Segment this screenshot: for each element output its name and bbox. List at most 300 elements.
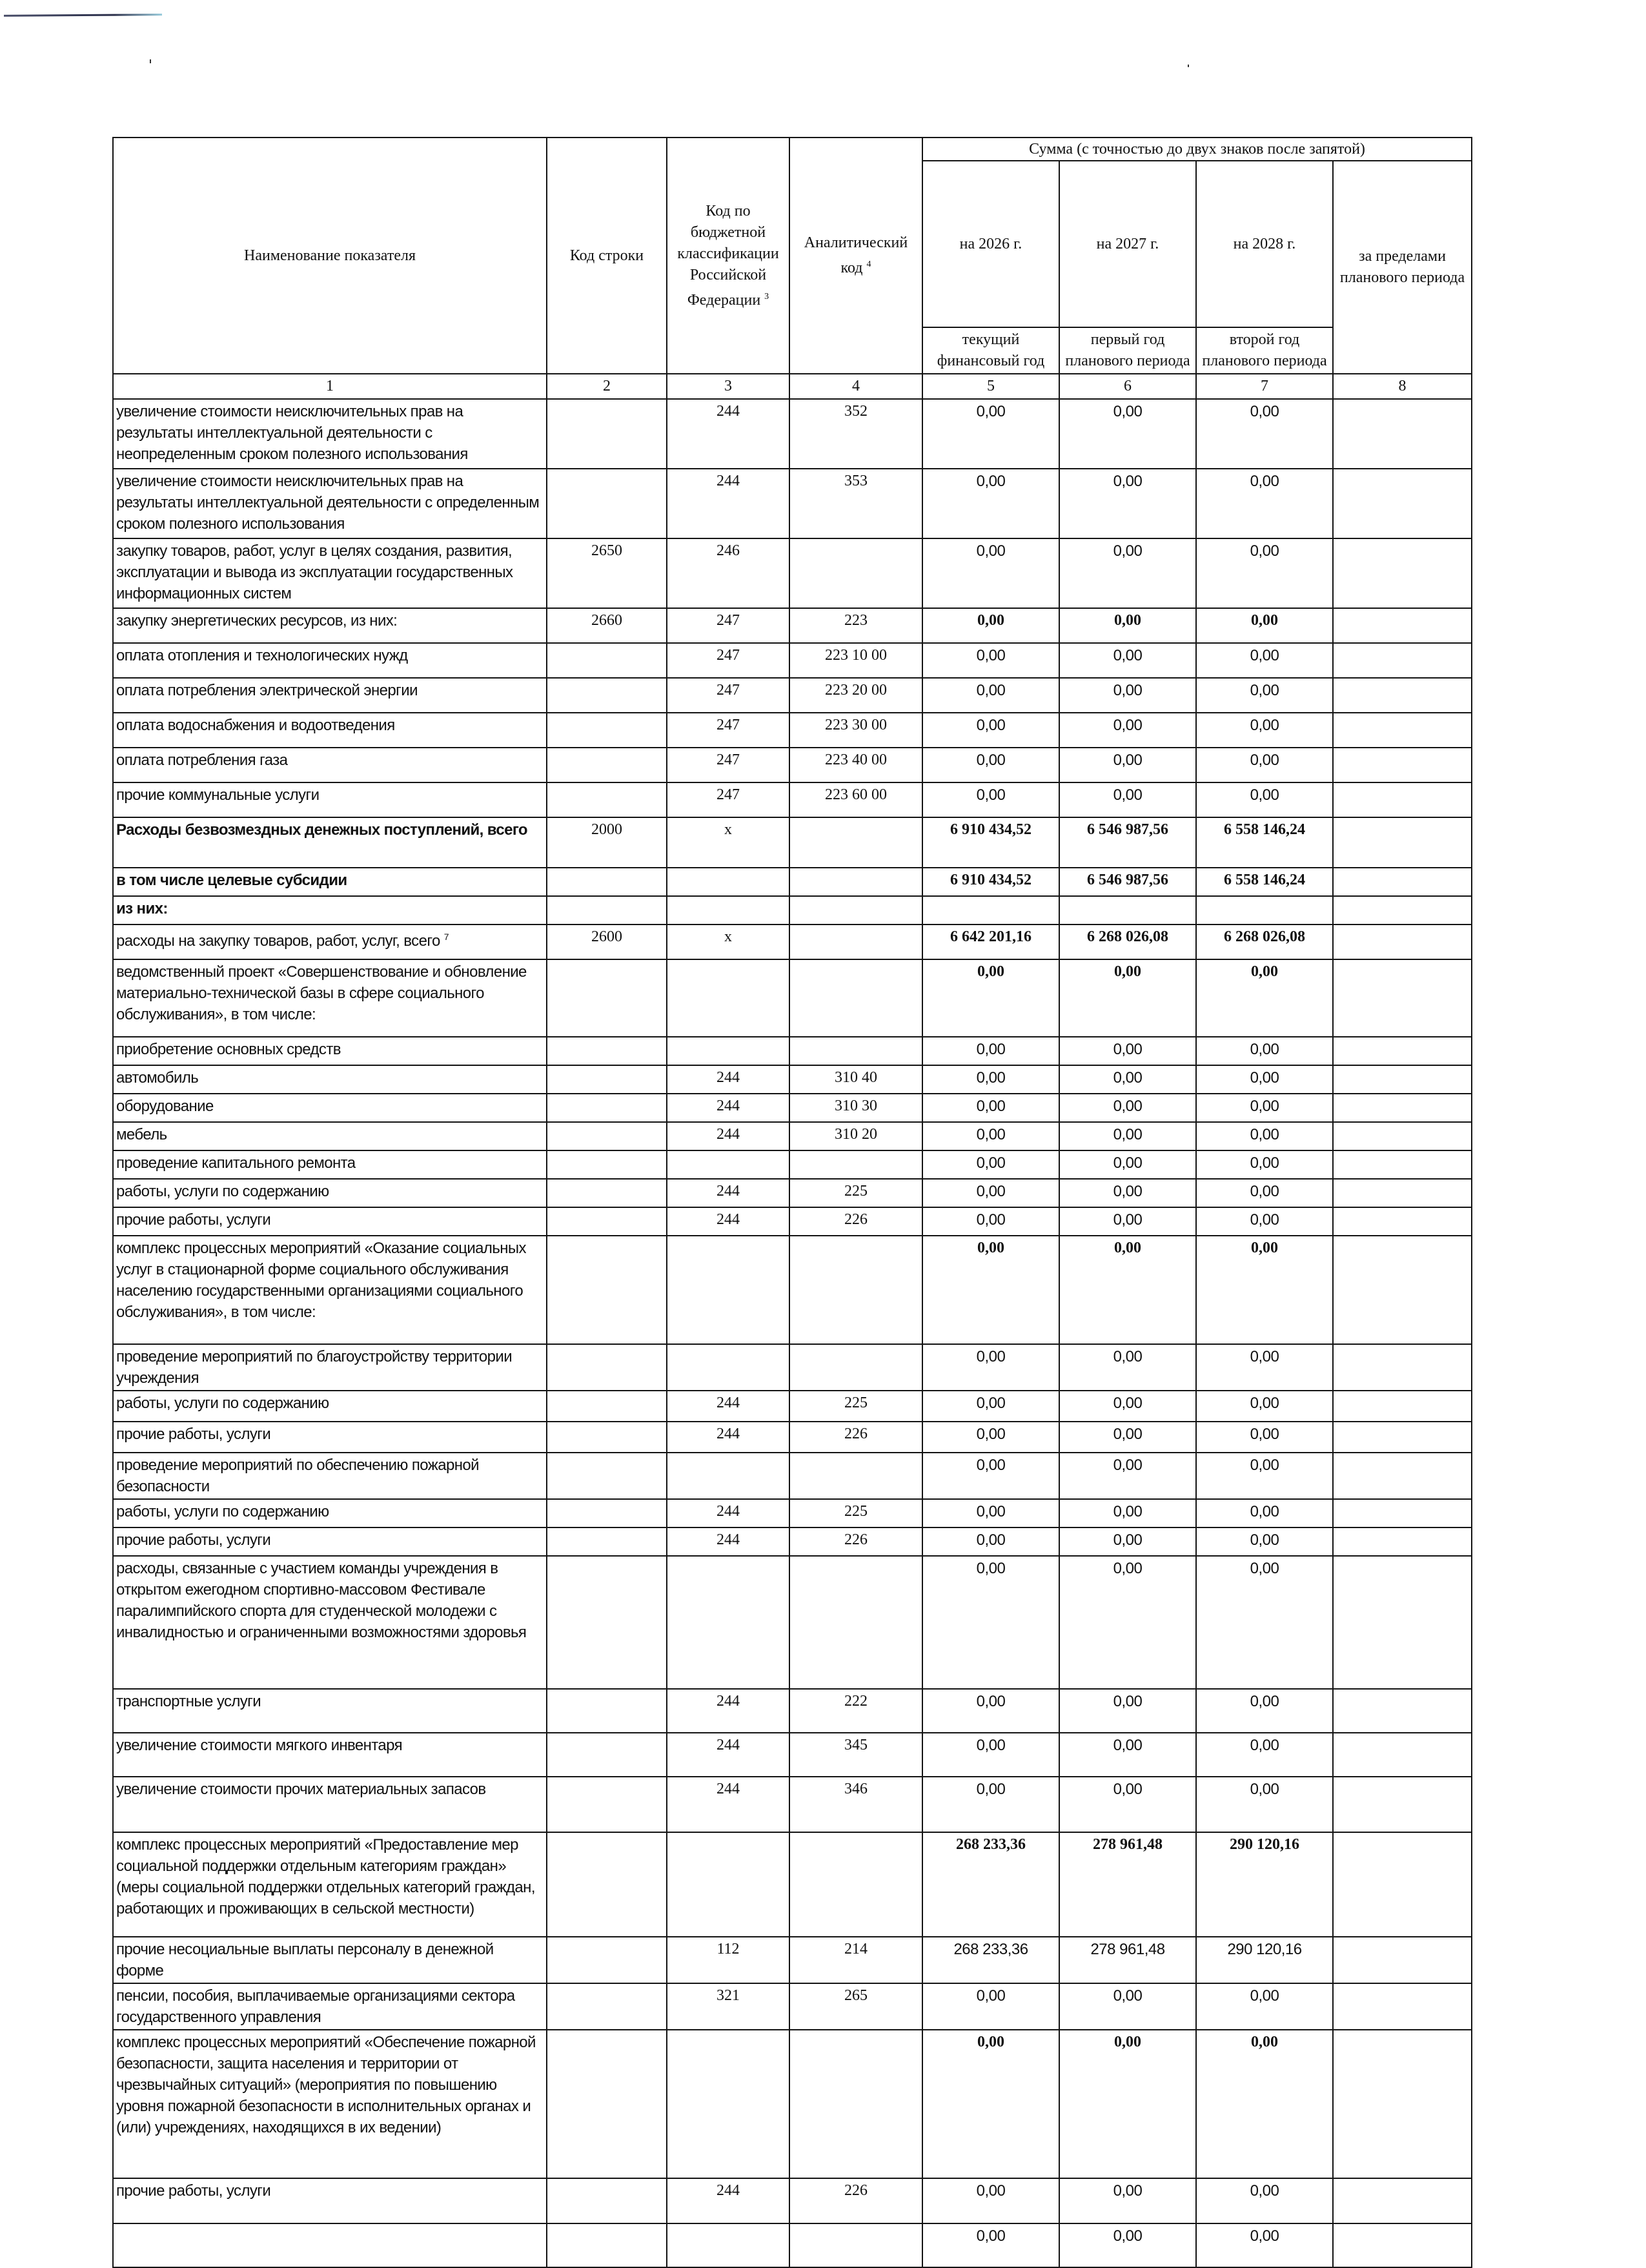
header-period-beyond: за пределами планового периода — [1333, 161, 1472, 374]
analytic-code — [789, 1556, 922, 1689]
analytic-code — [789, 1344, 922, 1391]
table-row — [113, 1937, 1472, 1983]
value-beyond — [1333, 868, 1472, 896]
indicator-name: работы, услуги по содержанию — [113, 1179, 547, 1207]
table-row — [113, 538, 1472, 608]
value-beyond — [1333, 1065, 1472, 1094]
indicator-name: в том числе целевые субсидии — [113, 868, 547, 896]
indicator-name: оплата потребления газа — [113, 748, 547, 782]
header-period-current: текущий финансовый год — [922, 327, 1059, 374]
row-code — [547, 678, 667, 713]
row-code: 2650 — [547, 538, 667, 608]
value-2027: 0,00 — [1059, 399, 1196, 469]
value-beyond — [1333, 1556, 1472, 1689]
indicator-name: прочие работы, услуги — [113, 1422, 547, 1453]
row-code — [547, 399, 667, 469]
value-2028: 0,00 — [1196, 1065, 1333, 1094]
indicator-name: мебель — [113, 1122, 547, 1150]
value-2026: 0,00 — [922, 1094, 1059, 1122]
value-2027: 0,00 — [1059, 1065, 1196, 1094]
value-2028: 0,00 — [1196, 2030, 1333, 2178]
value-2028: 6 558 146,24 — [1196, 817, 1333, 868]
table-row — [113, 2178, 1472, 2223]
analytic-code: 310 20 — [789, 1122, 922, 1150]
value-2028: 0,00 — [1196, 1556, 1333, 1689]
analytic-code: 353 — [789, 469, 922, 538]
value-2026: 0,00 — [922, 1733, 1059, 1777]
value-2028: 0,00 — [1196, 399, 1333, 469]
table-row — [113, 1689, 1472, 1733]
value-2027: 0,00 — [1059, 1179, 1196, 1207]
budget-code: 247 — [667, 643, 789, 678]
analytic-code: 225 — [789, 1499, 922, 1527]
analytic-code — [789, 896, 922, 925]
analytic-code — [789, 1236, 922, 1344]
header-year-2028: на 2028 г. — [1196, 161, 1333, 327]
value-2028: 0,00 — [1196, 1777, 1333, 1832]
budget-code: 321 — [667, 1983, 789, 2030]
value-beyond — [1333, 1150, 1472, 1179]
row-code — [547, 2030, 667, 2178]
budget-code: х — [667, 817, 789, 868]
table-row — [113, 782, 1472, 817]
row-code — [547, 1094, 667, 1122]
table-row — [113, 469, 1472, 538]
row-code — [547, 1556, 667, 1689]
column-number: 5 — [922, 374, 1059, 399]
value-2028: 0,00 — [1196, 608, 1333, 643]
value-2028 — [1196, 896, 1333, 925]
table-row — [113, 1391, 1472, 1422]
value-2027: 0,00 — [1059, 1527, 1196, 1556]
table-row — [113, 896, 1472, 925]
value-2027: 0,00 — [1059, 1391, 1196, 1422]
table-row — [113, 1179, 1472, 1207]
value-2028: 0,00 — [1196, 1236, 1333, 1344]
value-2026: 0,00 — [922, 469, 1059, 538]
value-2028: 0,00 — [1196, 1733, 1333, 1777]
indicator-name: прочие работы, услуги — [113, 1527, 547, 1556]
budget-code: 247 — [667, 748, 789, 782]
value-2026: 0,00 — [922, 748, 1059, 782]
table-row — [113, 713, 1472, 748]
row-code: 2660 — [547, 608, 667, 643]
analytic-code: 223 30 00 — [789, 713, 922, 748]
budget-code — [667, 1556, 789, 1689]
indicator-name: прочие работы, услуги — [113, 2178, 547, 2223]
value-beyond — [1333, 2178, 1472, 2223]
value-2028: 0,00 — [1196, 1527, 1333, 1556]
budget-code — [667, 868, 789, 896]
row-code — [547, 748, 667, 782]
value-2026: 0,00 — [922, 1556, 1059, 1689]
row-code: 2000 — [547, 817, 667, 868]
value-2028: 0,00 — [1196, 1122, 1333, 1150]
row-code — [547, 1453, 667, 1499]
table-row — [113, 399, 1472, 469]
value-beyond — [1333, 959, 1472, 1037]
analytic-code — [789, 2223, 922, 2267]
header-row-code: Код строки — [547, 138, 667, 374]
indicator-name: из них: — [113, 896, 547, 925]
value-2027: 0,00 — [1059, 608, 1196, 643]
value-2026: 0,00 — [922, 1207, 1059, 1236]
value-beyond — [1333, 925, 1472, 959]
value-2028: 0,00 — [1196, 713, 1333, 748]
budget-code: 244 — [667, 1689, 789, 1733]
table-row — [113, 1527, 1472, 1556]
table-row — [113, 643, 1472, 678]
indicator-name: работы, услуги по содержанию — [113, 1391, 547, 1422]
value-2028: 0,00 — [1196, 2223, 1333, 2267]
value-2027: 0,00 — [1059, 1777, 1196, 1832]
column-number-row — [113, 374, 1472, 399]
table-row — [113, 817, 1472, 868]
value-2027: 0,00 — [1059, 959, 1196, 1037]
budget-code: 112 — [667, 1937, 789, 1983]
value-2028: 0,00 — [1196, 538, 1333, 608]
indicator-name: прочие коммунальные услуги — [113, 782, 547, 817]
value-2028: 0,00 — [1196, 1179, 1333, 1207]
value-2027: 0,00 — [1059, 469, 1196, 538]
value-beyond — [1333, 1453, 1472, 1499]
value-2026: 0,00 — [922, 1236, 1059, 1344]
analytic-code: 222 — [789, 1689, 922, 1733]
budget-code: 246 — [667, 538, 789, 608]
value-2026: 0,00 — [922, 1527, 1059, 1556]
indicator-name: увеличение стоимости мягкого инвентаря — [113, 1733, 547, 1777]
budget-code — [667, 1037, 789, 1065]
budget-code: 247 — [667, 782, 789, 817]
column-number: 4 — [789, 374, 922, 399]
value-2027: 6 546 987,56 — [1059, 817, 1196, 868]
budget-code: х — [667, 925, 789, 959]
budget-code: 244 — [667, 1207, 789, 1236]
indicator-name: транспортные услуги — [113, 1689, 547, 1733]
analytic-code: 223 10 00 — [789, 643, 922, 678]
value-2028: 290 120,16 — [1196, 1832, 1333, 1937]
value-2026: 0,00 — [922, 1422, 1059, 1453]
value-2027: 0,00 — [1059, 538, 1196, 608]
analytic-code — [789, 817, 922, 868]
indicator-name: увеличение стоимости неисключительных прав на результаты интеллектуальной деятельности с неопределенным сроком полезного использования — [113, 399, 547, 469]
value-2026: 0,00 — [922, 1983, 1059, 2030]
table-row — [113, 1556, 1472, 1689]
table-row — [113, 1037, 1472, 1065]
header-year-2027: на 2027 г. — [1059, 161, 1196, 327]
analytic-code: 223 — [789, 608, 922, 643]
indicator-name: Расходы безвозмездных денежных поступлений, всего — [113, 817, 547, 868]
budget-code: 244 — [667, 1422, 789, 1453]
analytic-code — [789, 2030, 922, 2178]
table-row — [113, 608, 1472, 643]
value-2028: 0,00 — [1196, 643, 1333, 678]
header-budget-code: Код по бюджетной классификации Российской Федерации $^3$ — [667, 138, 789, 374]
value-2027: 0,00 — [1059, 2030, 1196, 2178]
table-row — [113, 1733, 1472, 1777]
value-2026: 0,00 — [922, 2030, 1059, 2178]
value-beyond — [1333, 782, 1472, 817]
indicator-name: увеличение стоимости прочих материальных запасов — [113, 1777, 547, 1832]
indicator-name: проведение мероприятий по обеспечению пожарной безопасности — [113, 1453, 547, 1499]
value-2027: 0,00 — [1059, 1983, 1196, 2030]
value-2027: 0,00 — [1059, 1499, 1196, 1527]
value-2027: 0,00 — [1059, 1556, 1196, 1689]
value-2026: 0,00 — [922, 1391, 1059, 1422]
value-2026: 0,00 — [922, 1037, 1059, 1065]
value-2028: 0,00 — [1196, 1499, 1333, 1527]
indicator-name: расходы, связанные с участием команды учреждения в открытом ежегодном спортивно-массовом Фестивале паралимпийского спорта для студенческой молодежи с инвалидностью и ограниченными возможностями здоровья — [113, 1556, 547, 1689]
column-number: 6 — [1059, 374, 1196, 399]
value-2028: 0,00 — [1196, 1391, 1333, 1422]
value-2026: 0,00 — [922, 1065, 1059, 1094]
table-row — [113, 1832, 1472, 1937]
budget-code — [667, 1832, 789, 1937]
table-row — [113, 1344, 1472, 1391]
budget-code: 244 — [667, 2178, 789, 2223]
value-beyond — [1333, 2223, 1472, 2267]
value-2028: 0,00 — [1196, 1344, 1333, 1391]
value-2026: 0,00 — [922, 1777, 1059, 1832]
value-beyond — [1333, 817, 1472, 868]
value-2027: 0,00 — [1059, 1207, 1196, 1236]
value-2026: 0,00 — [922, 538, 1059, 608]
value-2028: 6 558 146,24 — [1196, 868, 1333, 896]
analytic-code: 310 40 — [789, 1065, 922, 1094]
analytic-code: 345 — [789, 1733, 922, 1777]
value-2028: 0,00 — [1196, 1453, 1333, 1499]
value-beyond — [1333, 1122, 1472, 1150]
budget-code — [667, 1236, 789, 1344]
value-2026: 6 642 201,16 — [922, 925, 1059, 959]
table-row — [113, 2030, 1472, 2178]
budget-code: 247 — [667, 678, 789, 713]
row-code — [547, 1391, 667, 1422]
value-2026: 0,00 — [922, 1453, 1059, 1499]
analytic-code: 214 — [789, 1937, 922, 1983]
value-beyond — [1333, 713, 1472, 748]
budget-report-table — [112, 137, 1472, 2268]
indicator-name: прочие работы, услуги — [113, 1207, 547, 1236]
row-code — [547, 1937, 667, 1983]
column-number: 7 — [1196, 374, 1333, 399]
budget-code: 244 — [667, 1065, 789, 1094]
value-2028: 0,00 — [1196, 1422, 1333, 1453]
row-code — [547, 2178, 667, 2223]
value-2026: 0,00 — [922, 1689, 1059, 1733]
table-row — [113, 748, 1472, 782]
indicator-name: приобретение основных средств — [113, 1037, 547, 1065]
table-row — [113, 925, 1472, 959]
scan-speck — [150, 59, 151, 63]
row-code — [547, 1422, 667, 1453]
analytic-code — [789, 1150, 922, 1179]
budget-code — [667, 1453, 789, 1499]
row-code: 2600 — [547, 925, 667, 959]
value-beyond — [1333, 748, 1472, 782]
value-beyond — [1333, 2030, 1472, 2178]
value-2028: 6 268 026,08 — [1196, 925, 1333, 959]
row-code — [547, 713, 667, 748]
table-row — [113, 868, 1472, 896]
indicator-name: комплекс процессных мероприятий «Предоставление мер социальной поддержки отдельным категориям граждан» (меры социальной поддержки отдельных категорий граждан, работающих и проживающих в сельской местности) — [113, 1832, 547, 1937]
budget-code — [667, 896, 789, 925]
value-2026: 0,00 — [922, 1179, 1059, 1207]
value-beyond — [1333, 1983, 1472, 2030]
analytic-code: 223 40 00 — [789, 748, 922, 782]
value-2028: 0,00 — [1196, 782, 1333, 817]
row-code — [547, 1236, 667, 1344]
value-2027: 0,00 — [1059, 2178, 1196, 2223]
table-body — [113, 399, 1472, 2267]
indicator-name: работы, услуги по содержанию — [113, 1499, 547, 1527]
row-code — [547, 1733, 667, 1777]
column-number: 2 — [547, 374, 667, 399]
analytic-code: 225 — [789, 1179, 922, 1207]
value-beyond — [1333, 1391, 1472, 1422]
budget-code — [667, 2223, 789, 2267]
row-code — [547, 1499, 667, 1527]
row-code — [547, 1983, 667, 2030]
value-beyond — [1333, 1037, 1472, 1065]
header-sum-group: Сумма (с точностью до двух знаков после запятой) — [922, 138, 1472, 161]
analytic-code: 223 60 00 — [789, 782, 922, 817]
value-2026: 0,00 — [922, 713, 1059, 748]
value-2026: 0,00 — [922, 1150, 1059, 1179]
value-beyond — [1333, 1499, 1472, 1527]
budget-code — [667, 2030, 789, 2178]
budget-code — [667, 1150, 789, 1179]
analytic-code: 223 20 00 — [789, 678, 922, 713]
budget-code: 244 — [667, 1777, 789, 1832]
value-beyond — [1333, 1527, 1472, 1556]
analytic-code — [789, 925, 922, 959]
table-row — [113, 1122, 1472, 1150]
table-row — [113, 1499, 1472, 1527]
budget-code: 244 — [667, 1391, 789, 1422]
budget-code: 244 — [667, 1094, 789, 1122]
indicator-name — [113, 2223, 547, 2267]
value-beyond — [1333, 538, 1472, 608]
value-2028: 0,00 — [1196, 678, 1333, 713]
value-2028: 0,00 — [1196, 2178, 1333, 2223]
indicator-name: оплата отопления и технологических нужд — [113, 643, 547, 678]
value-2027: 0,00 — [1059, 1733, 1196, 1777]
row-code — [547, 643, 667, 678]
indicator-name: закупку товаров, работ, услуг в целях создания, развития, эксплуатации и вывода из эксплуатации государственных информационных систем — [113, 538, 547, 608]
value-beyond — [1333, 1832, 1472, 1937]
value-2027: 0,00 — [1059, 782, 1196, 817]
table-row — [113, 1150, 1472, 1179]
indicator-name: закупку энергетических ресурсов, из них: — [113, 608, 547, 643]
indicator-name: ведомственный проект «Совершенствование и обновление материально-технической базы в сфере социального обслуживания», в том числе: — [113, 959, 547, 1037]
value-2027: 0,00 — [1059, 678, 1196, 713]
analytic-code — [789, 959, 922, 1037]
value-2027: 0,00 — [1059, 713, 1196, 748]
column-number: 1 — [113, 374, 547, 399]
value-beyond — [1333, 608, 1472, 643]
indicator-name: пенсии, пособия, выплачиваемые организациями сектора государственного управления — [113, 1983, 547, 2030]
analytic-code: 226 — [789, 1207, 922, 1236]
value-beyond — [1333, 1236, 1472, 1344]
value-beyond — [1333, 1207, 1472, 1236]
row-code — [547, 469, 667, 538]
budget-code: 244 — [667, 469, 789, 538]
value-2026 — [922, 896, 1059, 925]
value-2027: 0,00 — [1059, 2223, 1196, 2267]
value-2026: 0,00 — [922, 1122, 1059, 1150]
value-2026: 0,00 — [922, 608, 1059, 643]
budget-code: 244 — [667, 399, 789, 469]
value-2027: 0,00 — [1059, 1037, 1196, 1065]
table-row — [113, 678, 1472, 713]
indicator-name: автомобиль — [113, 1065, 547, 1094]
value-2026: 0,00 — [922, 1344, 1059, 1391]
analytic-code — [789, 1037, 922, 1065]
analytic-code: 346 — [789, 1777, 922, 1832]
row-code — [547, 2223, 667, 2267]
value-beyond — [1333, 1344, 1472, 1391]
value-beyond — [1333, 1094, 1472, 1122]
value-2027: 0,00 — [1059, 1422, 1196, 1453]
value-2026: 0,00 — [922, 2178, 1059, 2223]
analytic-code: 226 — [789, 1422, 922, 1453]
budget-code: 244 — [667, 1499, 789, 1527]
row-code — [547, 1150, 667, 1179]
value-2026: 0,00 — [922, 678, 1059, 713]
scan-artifact-line — [4, 14, 162, 17]
value-2028: 0,00 — [1196, 469, 1333, 538]
value-2028: 0,00 — [1196, 1983, 1333, 2030]
indicator-name: расходы на закупку товаров, работ, услуг, всего $^7$ — [113, 925, 547, 959]
analytic-code — [789, 1453, 922, 1499]
row-code — [547, 1777, 667, 1832]
row-code — [547, 1065, 667, 1094]
value-2028: 0,00 — [1196, 1037, 1333, 1065]
budget-code: 244 — [667, 1733, 789, 1777]
value-beyond — [1333, 1937, 1472, 1983]
header-analytic-code: Аналитический код $^4$ — [789, 138, 922, 374]
row-code — [547, 1689, 667, 1733]
row-code — [547, 868, 667, 896]
value-2026: 268 233,36 — [922, 1937, 1059, 1983]
scan-speck — [1188, 65, 1189, 67]
table-row — [113, 1236, 1472, 1344]
header-period-second: второй год планового периода — [1196, 327, 1333, 374]
value-beyond — [1333, 678, 1472, 713]
row-code — [547, 1527, 667, 1556]
row-code — [547, 959, 667, 1037]
budget-code — [667, 1344, 789, 1391]
budget-code — [667, 959, 789, 1037]
analytic-code — [789, 868, 922, 896]
value-beyond — [1333, 643, 1472, 678]
analytic-code: 310 30 — [789, 1094, 922, 1122]
budget-code: 244 — [667, 1122, 789, 1150]
budget-code: 247 — [667, 713, 789, 748]
column-number: 8 — [1333, 374, 1472, 399]
value-2027: 0,00 — [1059, 1122, 1196, 1150]
budget-code: 244 — [667, 1179, 789, 1207]
value-2027: 0,00 — [1059, 643, 1196, 678]
table-row — [113, 1453, 1472, 1499]
footnote-marker: 7 — [443, 932, 449, 942]
value-2028: 0,00 — [1196, 1207, 1333, 1236]
analytic-code: 226 — [789, 1527, 922, 1556]
indicator-name: проведение мероприятий по благоустройству территории учреждения — [113, 1344, 547, 1391]
header-indicator-name: Наименование показателя — [113, 138, 547, 374]
table-row — [113, 1065, 1472, 1094]
